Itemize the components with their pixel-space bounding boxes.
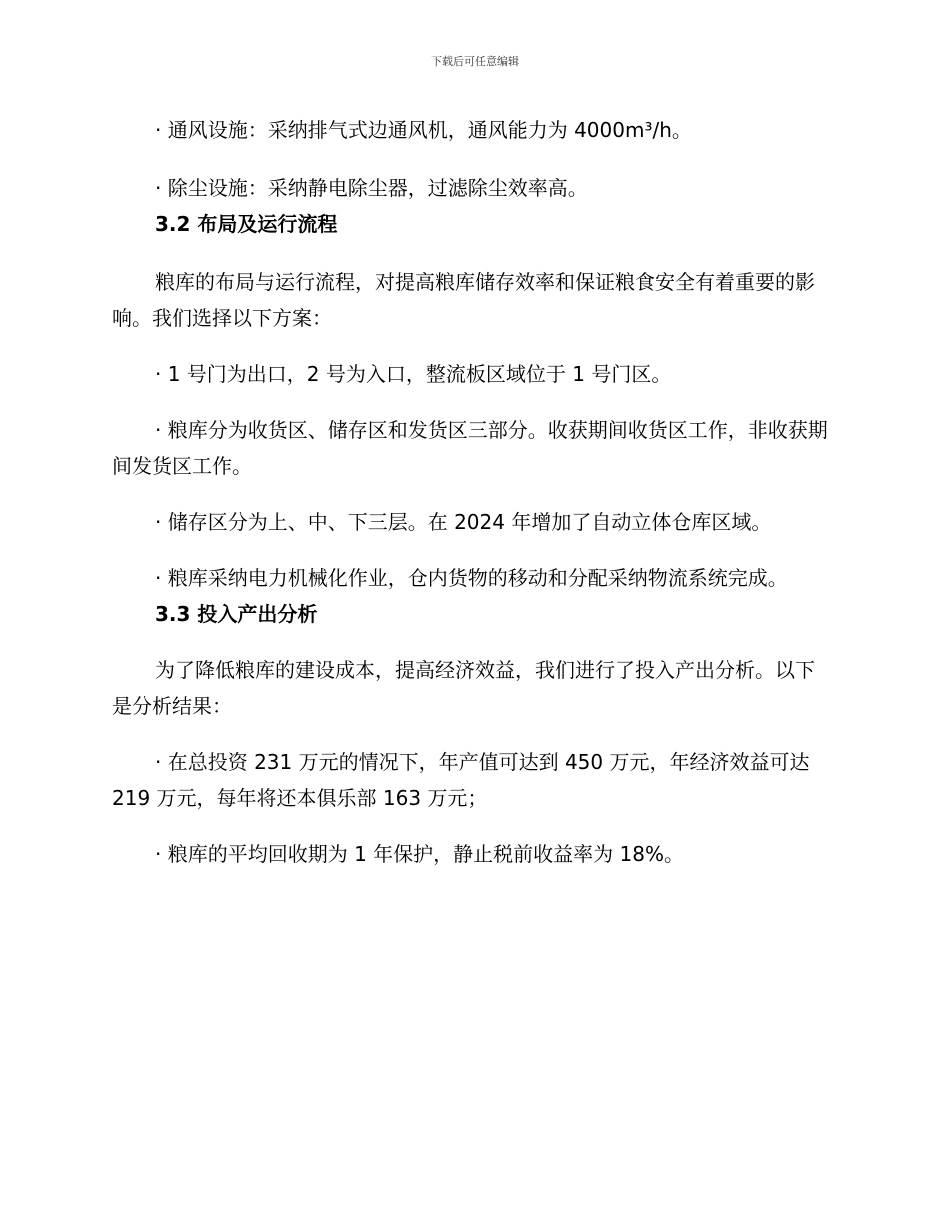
- bullet-zones: · 粮库分为收货区、储存区和发货区三部分。收获期间收货区工作，非收获期间发货区工作。: [112, 418, 828, 478]
- bullet-ventilation: · 通风设施：采纳排气式边通风机，通风能力为 4000m³/h。: [155, 118, 692, 142]
- layout-intro-paragraph: 粮库的布局与运行流程，对提高粮库储存效率和保证粮食安全有着重要的影响。我们选择以下方案：: [112, 270, 815, 330]
- io-analysis-intro-paragraph: 为了降低粮库的建设成本，提高经济效益，我们进行了投入产出分析。以下是分析结果：: [112, 658, 815, 718]
- document-body: [112, 112, 834, 872]
- section-heading-3-2: 3.2 布局及运行流程: [155, 212, 338, 236]
- bullet-dust-removal: · 除尘设施：采纳静电除尘器，过滤除尘效率高。: [155, 176, 588, 200]
- page-header: 下载后可任意编辑: [431, 55, 519, 68]
- bullet-storage-layers: · 储存区分为上、中、下三层。在 2024 年增加了自动立体仓库区域。: [155, 510, 772, 534]
- bullet-investment-results: · 在总投资 231 万元的情况下，年产值可达到 450 万元，年经济效益可达 219 万元，每年将还本俱乐部 163 万元；: [112, 750, 810, 810]
- section-heading-3-3: 3.3 投入产出分析: [155, 602, 318, 626]
- bullet-payback-period: · 粮库的平均回收期为 1 年保护，静止税前收益率为 18%。: [155, 842, 684, 866]
- bullet-gates: · 1 号门为出口，2 号为入口，整流板区域位于 1 号门区。: [155, 362, 672, 386]
- bullet-mechanization: · 粮库采纳电力机械化作业，仓内货物的移动和分配采纳物流系统完成。: [155, 566, 788, 590]
